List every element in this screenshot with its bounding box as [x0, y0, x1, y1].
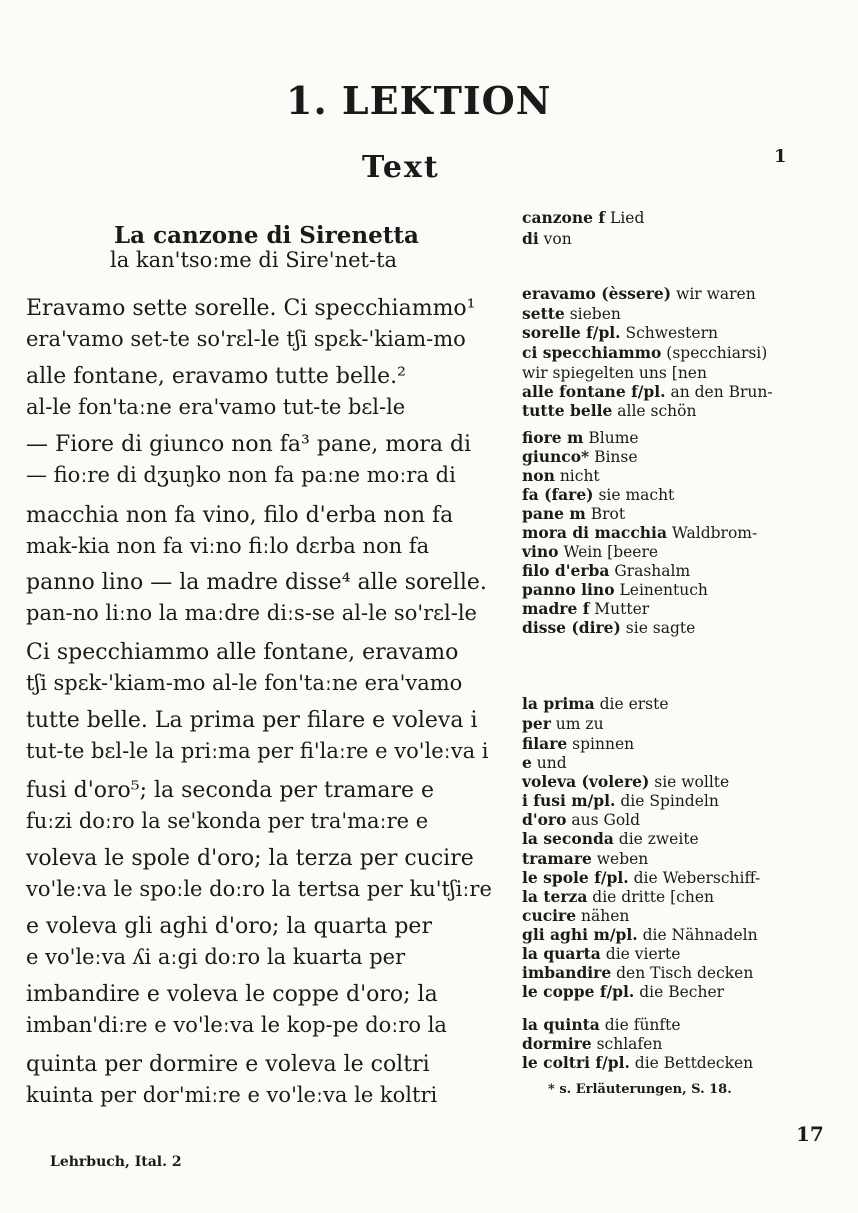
book-footer: Lehrbuch, Ital. 2	[50, 1154, 182, 1170]
vocab-italian: disse (dire)	[522, 618, 621, 637]
vocab-entry	[522, 944, 680, 963]
text-line: — Fiore di giunco non fa³ pane, mora di	[26, 432, 472, 457]
vocab-italian: canzone f	[522, 208, 606, 227]
vocab-italian: la prima	[522, 694, 595, 713]
vocab-italian: vino	[522, 542, 559, 561]
vocab-entry	[522, 323, 718, 342]
vocab-german: die Becher	[634, 983, 725, 1001]
phonetic-line: pan-no liːno la maːdre diːs-se al-le so'rɛl-le	[26, 601, 477, 625]
vocab-entry	[522, 599, 649, 618]
vocab-italian: tutte belle	[522, 401, 613, 420]
phonetic-line: mak-kia non fa viːno fiːlo dɛrba non fa	[26, 534, 430, 558]
text-line: Ci specchiammo alle fontane, eravamo	[26, 640, 459, 665]
vocab-entry	[522, 1015, 681, 1034]
vocab-entry	[522, 887, 714, 906]
vocab-entry	[522, 714, 604, 733]
vocab-entry	[522, 523, 757, 542]
vocab-entry	[522, 485, 674, 504]
vocab-italian: la terza	[522, 887, 588, 906]
vocab-italian: non	[522, 466, 555, 485]
text-line: quinta per dormire e voleva le coltri	[26, 1052, 430, 1077]
text-line: macchia non fa vino, filo d'erba non fa	[26, 503, 454, 528]
text-line: imbandire e voleva le coppe d'oro; la	[26, 982, 438, 1007]
phonetic-line: tʃi spɛk-'kiam-mo al-le fon'taːne era'vamo	[26, 671, 463, 695]
vocab-entry	[522, 618, 695, 637]
vocab-italian: le spole f/pl.	[522, 868, 629, 887]
text-line: fusi d'oro⁵; la seconda per tramare e	[26, 778, 434, 803]
vocab-german: wir waren	[671, 285, 756, 303]
vocab-entry	[522, 363, 707, 382]
vocab-entry	[522, 829, 699, 848]
vocab-german: (specchiarsi)	[661, 344, 768, 362]
vocab-german: die vierte	[600, 945, 681, 963]
vocab-entry	[522, 753, 567, 772]
vocab-italian: mora di macchia	[522, 523, 667, 542]
vocab-entry	[522, 925, 758, 944]
vocab-german: Schwestern	[620, 324, 718, 342]
vocab-entry	[522, 772, 729, 791]
vocab-italian: cucire	[522, 906, 577, 925]
vocab-entry	[522, 810, 640, 829]
vocab-entry	[522, 580, 708, 599]
vocab-italian: tramare	[522, 849, 592, 868]
vocab-entry	[522, 963, 753, 982]
text-line: tutte belle. La prima per filare e voleva i	[26, 708, 478, 733]
vocab-entry	[522, 284, 756, 303]
footnote: * s. Erläuterungen, S. 18.	[548, 1082, 732, 1097]
vocab-italian: di	[522, 229, 539, 248]
phonetic-line: imban'diːre e vo'leːva le kop-pe doːro la	[26, 1013, 447, 1037]
vocab-german: nicht	[554, 467, 600, 485]
phonetic-line: e vo'leːva ʎi aːgi doːro la kuarta per	[26, 945, 406, 969]
vocab-entry	[522, 504, 625, 523]
vocab-italian: madre f	[522, 599, 590, 618]
vocab-german: aus Gold	[566, 811, 641, 829]
vocab-italian: d'oro	[522, 810, 567, 829]
vocab-german: Grashalm	[609, 562, 691, 580]
vocab-italian: pane m	[522, 504, 586, 523]
vocab-italian: e	[522, 753, 532, 772]
phonetic-line: vo'leːva le spoːle doːro la tertsa per ku'tʃiːre	[26, 877, 492, 901]
vocab-entry	[522, 466, 600, 485]
vocab-german: die Spindeln	[615, 792, 719, 810]
vocab-italian: filare	[522, 734, 568, 753]
lesson-number: 1	[774, 146, 787, 167]
vocab-german: wir spiegelten uns [nen	[522, 364, 707, 382]
vocab-entry	[522, 868, 760, 887]
vocab-entry	[522, 1034, 662, 1053]
phonetic-line: tut-te bɛl-le la priːma per fi'laːre e vo'leːva i	[26, 739, 489, 763]
vocab-italian: la quinta	[522, 1015, 600, 1034]
vocab-italian: le coltri f/pl.	[522, 1053, 630, 1072]
vocab-entry	[522, 447, 638, 466]
vocab-entry	[522, 401, 696, 420]
page-number: 17	[796, 1122, 824, 1146]
vocab-german: sie macht	[593, 486, 675, 504]
vocab-italian: la seconda	[522, 829, 614, 848]
vocab-german: sie wollte	[649, 773, 730, 791]
vocab-entry	[522, 982, 724, 1001]
vocab-italian: imbandire	[522, 963, 612, 982]
vocab-italian: panno lino	[522, 580, 615, 599]
phonetic-line: fuːzi doːro la se'konda per tra'maːre e	[26, 809, 429, 833]
story-title: La canzone di Sirenetta	[114, 222, 419, 249]
vocab-german: Wein [beere	[558, 543, 659, 561]
vocab-italian: alle fontane f/pl.	[522, 382, 666, 401]
phonetic-line: — fioːre di dʒuŋko non fa paːne moːra di	[26, 463, 456, 487]
vocab-german: die fünfte	[599, 1016, 681, 1034]
vocab-entry	[522, 694, 669, 713]
vocab-italian: voleva (volere)	[522, 772, 650, 791]
vocab-german: Blume	[583, 429, 639, 447]
vocab-german: die erste	[594, 695, 669, 713]
text-line: Eravamo sette sorelle. Ci specchiammo¹	[26, 296, 476, 321]
vocab-german: Waldbrom-	[667, 524, 758, 542]
vocab-entry	[522, 1053, 753, 1072]
vocab-german: die Weberschiff-	[628, 869, 761, 887]
vocab-italian: sorelle f/pl.	[522, 323, 621, 342]
vocab-italian: giunco*	[522, 447, 590, 466]
vocab-german: schlafen	[591, 1035, 663, 1053]
vocab-italian: fa (fare)	[522, 485, 594, 504]
vocab-german: weben	[591, 850, 649, 868]
vocab-german: die Bettdecken	[629, 1054, 754, 1072]
vocab-german: die zweite	[613, 830, 699, 848]
vocab-entry	[522, 791, 719, 810]
vocab-entry	[522, 734, 634, 753]
text-line: voleva le spole d'oro; la terza per cucire	[26, 846, 474, 871]
vocab-german: um zu	[550, 715, 604, 733]
vocab-italian: le coppe f/pl.	[522, 982, 635, 1001]
vocab-german: spinnen	[567, 735, 635, 753]
vocab-italian: per	[522, 714, 551, 733]
vocab-german: und	[531, 754, 567, 772]
phonetic-line: era'vamo set-te so'rɛl-le tʃi spɛk-'kiam-mo	[26, 327, 466, 351]
vocab-entry	[522, 428, 639, 447]
chapter-title: 1. LEKTION	[286, 78, 552, 123]
vocab-german: Binse	[589, 448, 638, 466]
vocab-italian: fiore m	[522, 428, 584, 447]
vocab-entry	[522, 208, 644, 227]
vocab-german: von	[538, 230, 572, 248]
vocab-german: nähen	[576, 907, 630, 925]
vocab-italian: la quarta	[522, 944, 601, 963]
vocab-italian: i fusi m/pl.	[522, 791, 616, 810]
text-line: e voleva gli aghi d'oro; la quarta per	[26, 914, 432, 939]
vocab-german: an den Brun-	[665, 383, 773, 401]
text-line: panno lino — la madre disse⁴ alle sorelle.	[26, 570, 487, 595]
vocab-italian: dormire	[522, 1034, 592, 1053]
vocab-german: Brot	[585, 505, 626, 523]
vocab-entry	[522, 561, 690, 580]
phonetic-line: kuinta per dor'miːre e vo'leːva le koltri	[26, 1083, 438, 1107]
section-title: Text	[362, 150, 440, 185]
vocab-german: den Tisch decken	[611, 964, 754, 982]
vocab-german: sieben	[564, 305, 621, 323]
vocab-entry	[522, 229, 572, 248]
vocab-german: alle schön	[612, 402, 697, 420]
vocab-italian: ci specchiammo	[522, 343, 662, 362]
vocab-german: Mutter	[589, 600, 650, 618]
vocab-german: die Nähnadeln	[637, 926, 758, 944]
vocab-italian: sette	[522, 304, 565, 323]
vocab-italian: eravamo (èssere)	[522, 284, 672, 303]
vocab-italian: gli aghi m/pl.	[522, 925, 638, 944]
vocab-entry	[522, 343, 767, 362]
vocab-german: die dritte [chen	[587, 888, 714, 906]
vocab-entry	[522, 542, 658, 561]
vocab-italian: filo d'erba	[522, 561, 610, 580]
story-title-phonetic: la kan'tsoːme di Sire'net-ta	[110, 248, 398, 272]
vocab-entry	[522, 304, 621, 323]
vocab-entry	[522, 849, 648, 868]
vocab-german: Leinentuch	[614, 581, 708, 599]
text-line: alle fontane, eravamo tutte belle.²	[26, 364, 406, 389]
vocab-german: sie sagte	[620, 619, 696, 637]
phonetic-line: al-le fon'taːne era'vamo tut-te bɛl-le	[26, 395, 406, 419]
vocab-entry	[522, 906, 629, 925]
vocab-entry	[522, 382, 773, 401]
vocab-german: Lied	[605, 209, 645, 227]
